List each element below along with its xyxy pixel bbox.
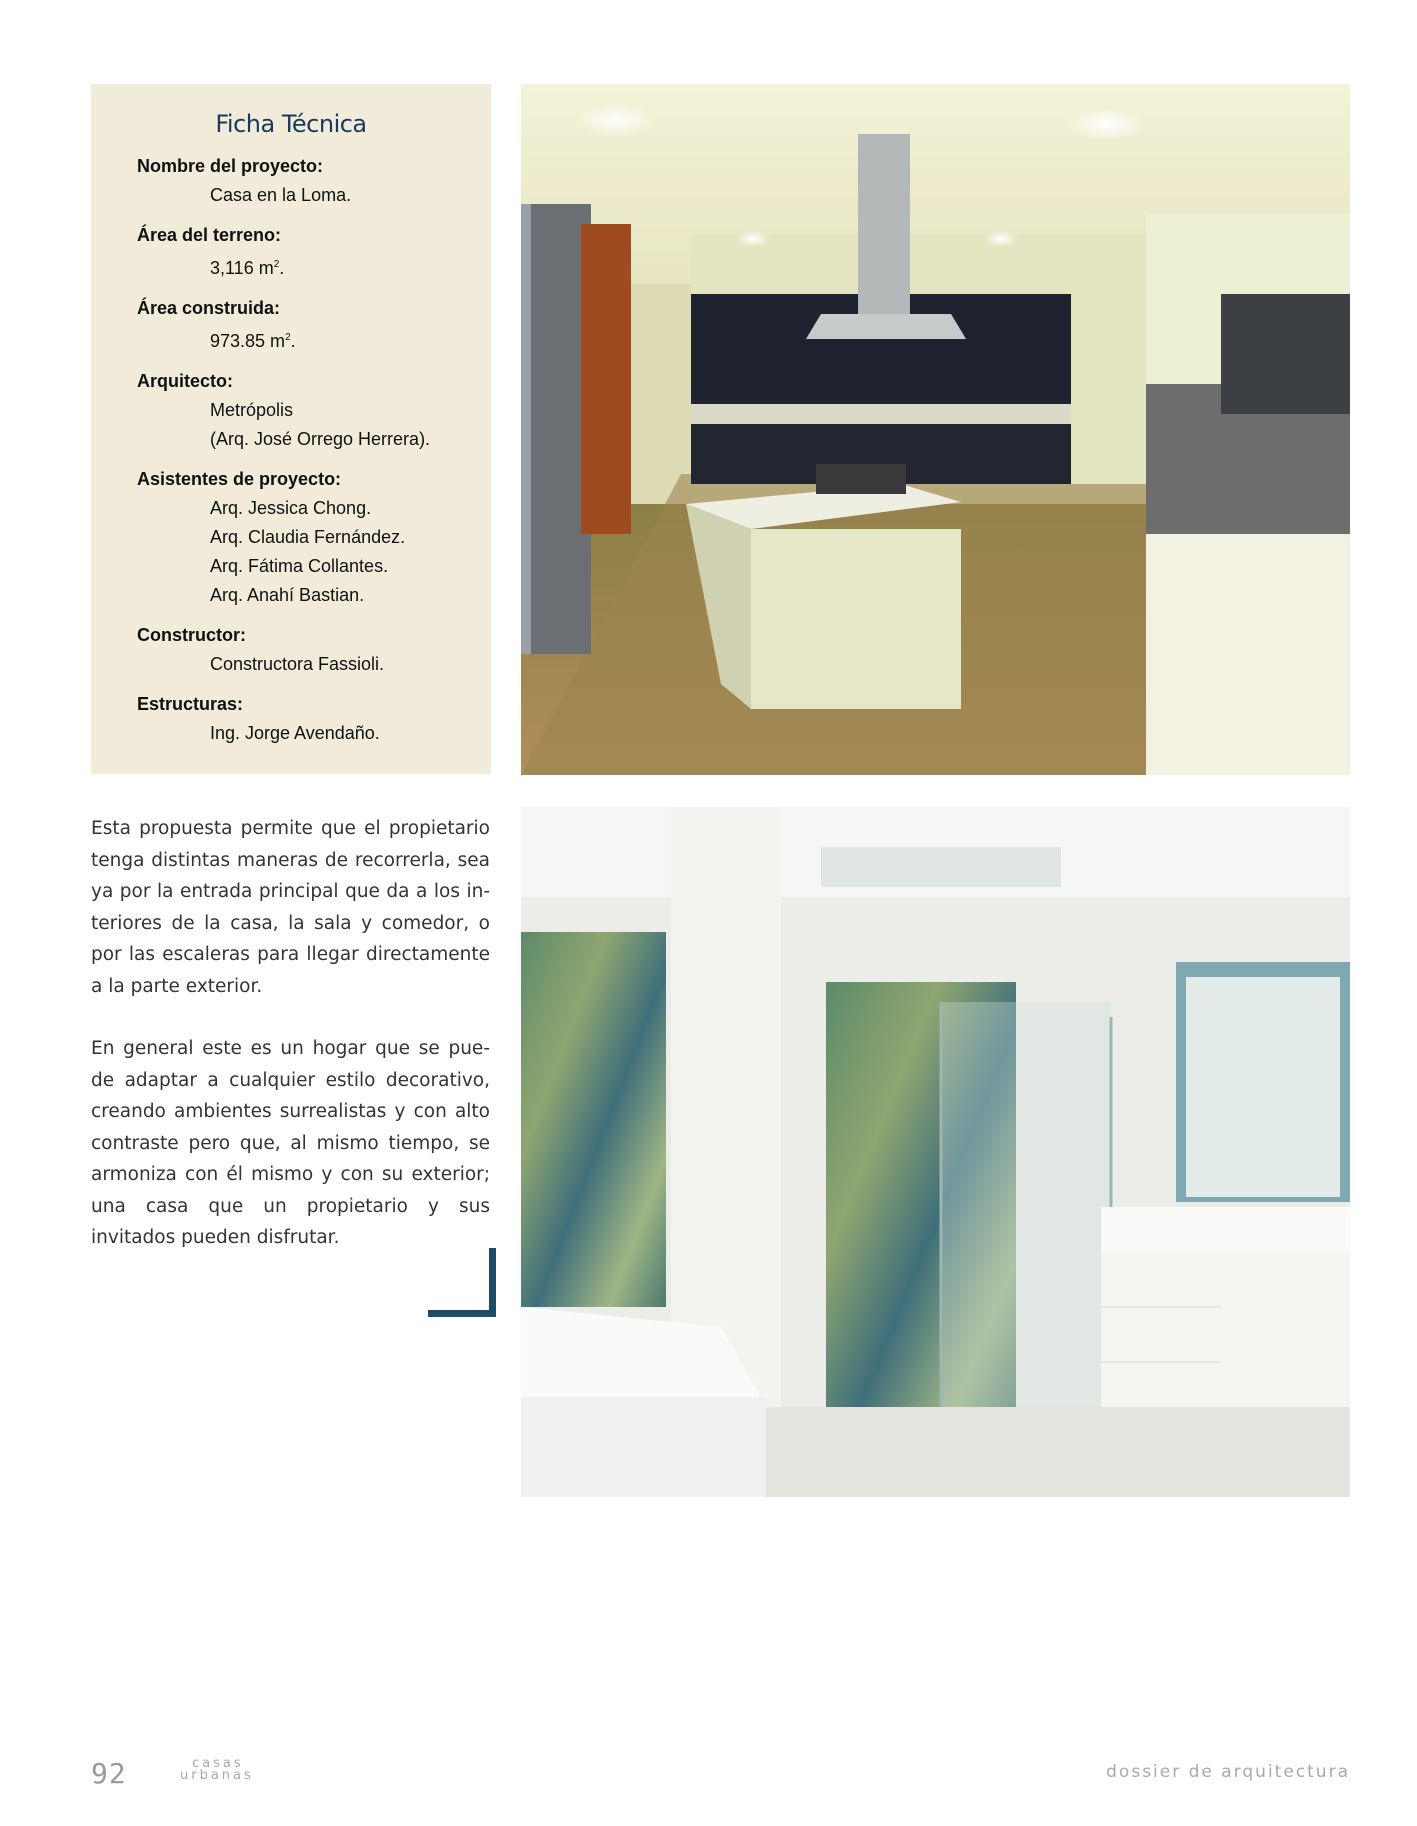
construida-unit-sup: 2 xyxy=(285,332,291,343)
arquitecto-value: Metrópolis xyxy=(210,400,294,420)
bathroom-photo xyxy=(521,807,1350,1497)
constructor-value: Constructora Fassioli. xyxy=(210,654,385,674)
construida-end: . xyxy=(290,331,296,351)
arquitecto-value: (Arq. José Orrego Herrera). xyxy=(210,429,431,449)
kitchen-photo xyxy=(521,84,1350,775)
casas-urbanas-logo xyxy=(180,1758,275,1788)
construida-value-line xyxy=(137,323,491,356)
estructuras-value: Ing. Jorge Avendaño. xyxy=(210,723,380,743)
entry-estructuras xyxy=(137,690,491,748)
asistente-value: Arq. Jessica Chong. xyxy=(210,498,372,518)
terreno-end: . xyxy=(279,258,285,278)
entry-asistentes xyxy=(137,465,491,610)
constructor-label: Constructor: xyxy=(137,625,246,645)
body-text xyxy=(91,813,490,1285)
entry-terreno xyxy=(137,221,491,283)
ficha-title: Ficha Técnica xyxy=(215,110,367,138)
asistente-value: Arq. Claudia Fernández. xyxy=(210,527,406,547)
terreno-value-line xyxy=(137,250,491,283)
entry-constructor xyxy=(137,621,491,679)
entry-construida xyxy=(137,294,491,356)
asistente-value: Arq. Fátima Collantes. xyxy=(210,556,389,576)
construida-label: Área construida: xyxy=(137,298,281,318)
ficha-tecnica-box xyxy=(91,84,491,774)
logo-line-2: urbanas xyxy=(180,1768,254,1783)
entry-arquitecto xyxy=(137,367,491,454)
page-number: 92 xyxy=(91,1757,127,1790)
terreno-value: 3,116 m xyxy=(210,258,274,278)
estructuras-label: Estructuras: xyxy=(137,694,244,714)
asistente-value: Arq. Anahí Bastian. xyxy=(210,585,365,605)
nombre-value: Casa en la Loma. xyxy=(210,185,352,205)
section-label: dossier de arquitectura xyxy=(1106,1762,1350,1782)
asistentes-label: Asistentes de proyecto: xyxy=(137,469,342,489)
arquitecto-label: Arquitecto: xyxy=(137,371,233,391)
entry-nombre xyxy=(137,152,491,210)
paragraph-1: Esta propuesta permite que el propietario tenga distintas maneras de recorrerla, sea ya por la entrada principal que da a los in-teriores de la casa, la sala y comedor, o por las escaleras para llegar directamente a la parte exterior. xyxy=(91,818,490,997)
construida-value: 973.85 m xyxy=(210,331,286,351)
terreno-label: Área del terreno: xyxy=(137,225,282,245)
corner-mark xyxy=(428,1248,496,1317)
terreno-unit-sup: 2 xyxy=(273,259,280,270)
paragraph-2: En general este es un hogar que se pue-de adaptar a cualquier estilo decorativo, creando ambientes surrealistas y con alto contraste pero que, al mismo tiempo, se armoniza con él mismo y con su exterior; una casa que un propietario y sus invitados pueden disfrutar. xyxy=(91,1038,490,1248)
logo-line-1: casas xyxy=(192,1756,244,1771)
nombre-label: Nombre del proyecto: xyxy=(137,156,324,176)
